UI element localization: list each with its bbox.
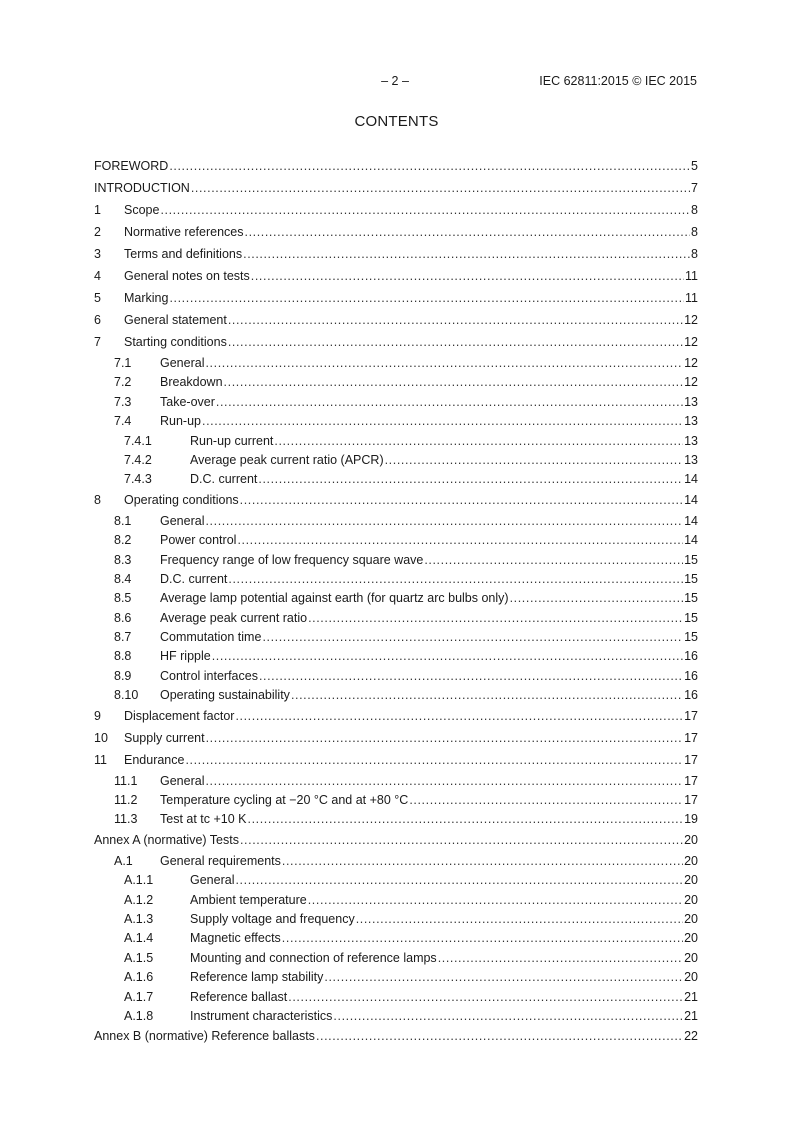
- toc-entry-page: 13: [684, 433, 698, 448]
- toc-entry-number: 8.6: [114, 610, 132, 625]
- toc-dot-leader: [274, 433, 683, 449]
- toc-entry[interactable]: [94, 512, 698, 531]
- toc-entry-page: 21: [684, 989, 698, 1004]
- toc-dot-leader: [228, 334, 683, 350]
- toc-entry[interactable]: [94, 728, 698, 750]
- toc-dot-leader: [240, 832, 683, 848]
- toc-entry-title: Ambient temperature: [190, 892, 307, 907]
- toc-entry-title: Normative references: [124, 225, 244, 239]
- toc-entry-number: 7.4.2: [124, 452, 152, 467]
- toc-entry-page: 13: [684, 394, 698, 409]
- toc-entry-number: 6: [94, 313, 101, 327]
- toc-entry[interactable]: [94, 570, 698, 589]
- toc-dot-leader: [205, 355, 683, 371]
- toc-dot-leader: [216, 394, 683, 410]
- toc-dot-leader: [356, 911, 683, 927]
- toc-entry-number: 8.2: [114, 533, 132, 548]
- toc-entry-number: A.1.8: [124, 1008, 154, 1023]
- toc-entry-title: Starting conditions: [124, 335, 227, 349]
- toc-entry-page: 15: [684, 591, 698, 606]
- toc-entry[interactable]: [94, 628, 698, 647]
- toc-dot-leader: [228, 312, 683, 328]
- toc-entry[interactable]: [94, 891, 698, 910]
- toc-entry[interactable]: [94, 222, 698, 244]
- toc-entry[interactable]: [94, 156, 698, 178]
- toc-entry[interactable]: [94, 178, 698, 200]
- toc-entry-title: HF ripple: [160, 649, 211, 664]
- toc-entry-title: Instrument characteristics: [190, 1008, 333, 1023]
- toc-entry-number: 7.4.1: [124, 433, 152, 448]
- toc-entry-page: 5: [691, 159, 698, 173]
- toc-entry-title: Frequency range of low frequency square wave: [160, 552, 424, 567]
- toc-entry-title: Scope: [124, 203, 160, 217]
- toc-entry-page: 22: [684, 1029, 698, 1044]
- toc-entry-page: 15: [684, 610, 698, 625]
- toc-entry[interactable]: [94, 609, 698, 628]
- toc-dot-leader: [205, 513, 683, 529]
- toc-entry-title: Control interfaces: [160, 668, 258, 683]
- toc-dot-leader: [248, 811, 684, 827]
- toc-entry-page: 7: [691, 181, 698, 195]
- toc-entry-page: 21: [684, 1008, 698, 1023]
- toc-dot-leader: [205, 773, 683, 789]
- toc-dot-leader: [409, 792, 683, 808]
- toc-dot-leader: [240, 492, 683, 508]
- toc-entry-number: 7.3: [114, 394, 132, 409]
- toc-entry-number: 8.5: [114, 591, 132, 606]
- toc-entry-page: 16: [684, 688, 698, 703]
- toc-dot-leader: [288, 989, 683, 1005]
- toc-entry-page: 14: [684, 533, 698, 548]
- toc-entry[interactable]: [94, 393, 698, 412]
- toc-dot-leader: [282, 853, 683, 869]
- toc-entry-title: Average peak current ratio (APCR): [190, 452, 384, 467]
- toc-entry-page: 13: [684, 414, 698, 429]
- toc-entry-page: 8: [691, 225, 698, 239]
- toc-entry-page: 12: [684, 335, 698, 349]
- toc-dot-leader: [333, 1008, 683, 1024]
- toc-entry[interactable]: [94, 750, 698, 772]
- toc-entry-page: 12: [684, 356, 698, 370]
- toc-entry[interactable]: [94, 288, 698, 310]
- toc-entry-number: A.1.5: [124, 950, 154, 965]
- toc-entry[interactable]: [94, 354, 698, 373]
- toc-entry-number: 8.3: [114, 552, 132, 567]
- toc-entry-page: 20: [684, 873, 698, 888]
- toc-entry[interactable]: [94, 244, 698, 266]
- toc-entry-title: General: [160, 356, 205, 370]
- toc-entry-page: 13: [684, 452, 698, 467]
- toc-entry[interactable]: [94, 667, 698, 686]
- toc-entry[interactable]: [94, 791, 698, 810]
- toc-dot-leader: [308, 610, 683, 626]
- toc-entry[interactable]: [94, 589, 698, 608]
- toc-dot-leader: [185, 752, 683, 768]
- toc-entry-page: 20: [684, 970, 698, 985]
- toc-entry-page: 8: [691, 203, 698, 217]
- toc-entry-number: A.1.1: [124, 873, 154, 888]
- toc-entry[interactable]: [94, 910, 698, 929]
- toc-entry-number: A.1.7: [124, 989, 154, 1004]
- toc-dot-leader: [259, 668, 683, 684]
- toc-dot-leader: [206, 730, 683, 746]
- toc-entry-page: 20: [684, 931, 698, 946]
- toc-dot-leader: [385, 452, 683, 468]
- toc-dot-leader: [235, 872, 683, 888]
- toc-entry-number: 7.2: [114, 375, 132, 390]
- toc-entry[interactable]: [94, 432, 698, 451]
- toc-entry-title: General notes on tests: [124, 269, 250, 283]
- toc-dot-leader: [237, 532, 683, 548]
- toc-entry-page: 20: [684, 911, 698, 926]
- toc-dot-leader: [291, 687, 683, 703]
- toc-entry-page: 17: [684, 730, 698, 745]
- toc-entry-page: 12: [684, 375, 698, 390]
- toc-entry-title: Reference lamp stability: [190, 970, 324, 985]
- toc-entry-number: 8.1: [114, 513, 132, 528]
- toc-entry-title: Power control: [160, 533, 237, 548]
- toc-entry-page: 17: [684, 752, 698, 767]
- toc-entry[interactable]: [94, 706, 698, 728]
- toc-entry[interactable]: [94, 686, 698, 705]
- toc-entry[interactable]: [94, 810, 698, 829]
- toc-entry[interactable]: [94, 551, 698, 570]
- toc-entry-title: D.C. current: [160, 571, 228, 586]
- toc-entry-title: D.C. current: [190, 472, 258, 487]
- toc-entry-number: 3: [94, 247, 101, 261]
- toc-entry-number: 10: [94, 730, 108, 745]
- toc-entry-title: Run-up: [160, 414, 201, 429]
- toc-entry-title: General: [190, 873, 235, 888]
- toc-dot-leader: [224, 374, 684, 390]
- toc-entry-title: Average lamp potential against earth (for quartz arc bulbs only): [160, 591, 509, 606]
- toc-entry-page: 15: [684, 571, 698, 586]
- toc-entry-page: 15: [684, 552, 698, 567]
- toc-entry-page: 19: [684, 812, 698, 827]
- toc-dot-leader: [169, 158, 690, 174]
- toc-entry-title: General statement: [124, 313, 227, 327]
- toc-entry-title: Supply current: [124, 730, 205, 745]
- toc-entry-number: 7.4.3: [124, 472, 152, 487]
- toc-entry-page: 20: [684, 892, 698, 907]
- toc-entry-title: Operating sustainability: [160, 688, 290, 703]
- toc-entry-page: 16: [684, 668, 698, 683]
- toc-entry-number: 11.2: [114, 793, 138, 808]
- toc-entry-page: 20: [684, 853, 698, 868]
- toc-dot-leader: [324, 969, 683, 985]
- toc-entry[interactable]: [94, 830, 698, 852]
- toc-entry-number: A.1: [114, 853, 133, 868]
- toc-entry-page: 12: [684, 313, 698, 327]
- toc-dot-leader: [235, 708, 683, 724]
- toc-dot-leader: [262, 629, 683, 645]
- toc-entry-page: 17: [684, 708, 698, 723]
- toc-entry-title: Magnetic effects: [190, 931, 281, 946]
- toc-entry-title: Supply voltage and frequency: [190, 911, 355, 926]
- toc-entry-number: 4: [94, 269, 101, 283]
- toc-entry-page: 14: [684, 513, 698, 528]
- toc-entry-number: 8.8: [114, 649, 132, 664]
- contents-title: CONTENTS: [354, 113, 439, 130]
- toc-entry-number: 8.10: [114, 688, 139, 703]
- toc-entry[interactable]: [94, 871, 698, 890]
- toc-entry-title: Test at tc +10 K: [160, 812, 247, 827]
- toc-entry-number: 11.1: [114, 773, 138, 788]
- toc-entry-number: 7: [94, 335, 101, 349]
- toc-entry-title: Reference ballast: [190, 989, 288, 1004]
- toc-entry-title: Take-over: [160, 394, 215, 409]
- toc-entry[interactable]: [94, 531, 698, 550]
- toc-entry-title: FOREWORD: [94, 159, 169, 173]
- toc-entry-page: 11: [685, 291, 698, 305]
- toc-entry-page: 15: [684, 630, 698, 645]
- page-number: – 2 –: [381, 74, 409, 88]
- toc-entry[interactable]: [94, 266, 698, 288]
- toc-entry-number: 9: [94, 708, 101, 723]
- toc-dot-leader: [251, 268, 684, 284]
- toc-entry[interactable]: [94, 200, 698, 222]
- toc-dot-leader: [202, 413, 683, 429]
- toc-dot-leader: [510, 590, 684, 606]
- toc-entry[interactable]: [94, 1007, 698, 1026]
- toc-dot-leader: [228, 571, 683, 587]
- toc-entry[interactable]: [94, 332, 698, 354]
- toc-entry-number: 7.1: [114, 356, 132, 370]
- toc-entry-number: 7.4: [114, 414, 132, 429]
- toc-entry-title: Mounting and connection of reference lamps: [190, 950, 437, 965]
- toc-entry-title: Temperature cycling at −20 °C and at +80 °C: [160, 793, 409, 808]
- toc-entry-number: 8.7: [114, 630, 132, 645]
- toc-entry[interactable]: [94, 968, 698, 987]
- toc-dot-leader: [212, 648, 683, 664]
- toc-entry-title: Terms and definitions: [124, 247, 243, 261]
- toc-entry-page: 17: [684, 773, 698, 788]
- toc-entry[interactable]: [94, 1026, 698, 1048]
- toc-dot-leader: [191, 180, 690, 196]
- toc-entry-page: 14: [684, 472, 698, 487]
- toc-entry-title: Run-up current: [190, 433, 274, 448]
- toc-entry[interactable]: [94, 373, 698, 392]
- toc-entry-title: Annex B (normative) Reference ballasts: [94, 1029, 315, 1044]
- toc-entry[interactable]: [94, 412, 698, 431]
- toc-entry-number: 8: [94, 492, 101, 507]
- toc-entry-number: 11.3: [114, 812, 138, 827]
- toc-dot-leader: [282, 930, 683, 946]
- toc-entry-number: 11: [94, 752, 107, 767]
- toc-entry[interactable]: [94, 470, 698, 489]
- toc-entry-number: A.1.4: [124, 931, 154, 946]
- toc-dot-leader: [169, 290, 684, 306]
- toc-entry[interactable]: [94, 490, 698, 512]
- toc-dot-leader: [245, 224, 691, 240]
- toc-entry[interactable]: [94, 929, 698, 948]
- toc-entry[interactable]: [94, 772, 698, 791]
- toc-entry-number: 2: [94, 225, 101, 239]
- toc-entry-title: General: [160, 513, 205, 528]
- toc-dot-leader: [258, 471, 683, 487]
- document-reference: IEC 62811:2015 © IEC 2015: [539, 74, 697, 88]
- toc-entry-number: 8.9: [114, 668, 132, 683]
- toc-entry[interactable]: [94, 988, 698, 1007]
- toc-entry-number: 1: [94, 203, 101, 217]
- toc-dot-leader: [438, 950, 683, 966]
- toc-entry[interactable]: [94, 310, 698, 332]
- toc-entry-number: 8.4: [114, 571, 132, 586]
- toc-entry-page: 8: [691, 247, 698, 261]
- toc-entry-title: Breakdown: [160, 375, 223, 390]
- toc-entry-title: Operating conditions: [124, 492, 239, 507]
- toc-entry-title: General requirements: [160, 853, 281, 868]
- toc-entry-number: A.1.6: [124, 970, 154, 985]
- toc-entry-title: General: [160, 773, 205, 788]
- toc-dot-leader: [316, 1028, 683, 1044]
- toc-entry-title: INTRODUCTION: [94, 181, 190, 195]
- toc-entry-number: A.1.2: [124, 892, 154, 907]
- toc-entry-title: Average peak current ratio: [160, 610, 308, 625]
- toc-entry-page: 14: [684, 492, 698, 507]
- toc-entry-number: A.1.3: [124, 911, 154, 926]
- toc-entry[interactable]: [94, 852, 698, 871]
- table-of-contents: [94, 156, 698, 1048]
- toc-entry-page: 17: [684, 793, 698, 808]
- toc-entry[interactable]: [94, 451, 698, 470]
- toc-entry-title: Endurance: [124, 752, 185, 767]
- toc-entry-page: 20: [684, 832, 698, 847]
- toc-entry-title: Annex A (normative) Tests: [94, 832, 239, 847]
- toc-entry[interactable]: [94, 647, 698, 666]
- toc-entry-title: Displacement factor: [124, 708, 235, 723]
- toc-dot-leader: [308, 892, 683, 908]
- toc-entry-title: Commutation time: [160, 630, 262, 645]
- toc-entry-page: 20: [684, 950, 698, 965]
- toc-dot-leader: [160, 202, 690, 218]
- toc-entry-page: 11: [685, 269, 698, 283]
- toc-entry-number: 5: [94, 291, 101, 305]
- toc-dot-leader: [424, 552, 683, 568]
- toc-entry-title: Marking: [124, 291, 169, 305]
- toc-entry-page: 16: [684, 649, 698, 664]
- toc-dot-leader: [243, 246, 690, 262]
- toc-entry[interactable]: [94, 949, 698, 968]
